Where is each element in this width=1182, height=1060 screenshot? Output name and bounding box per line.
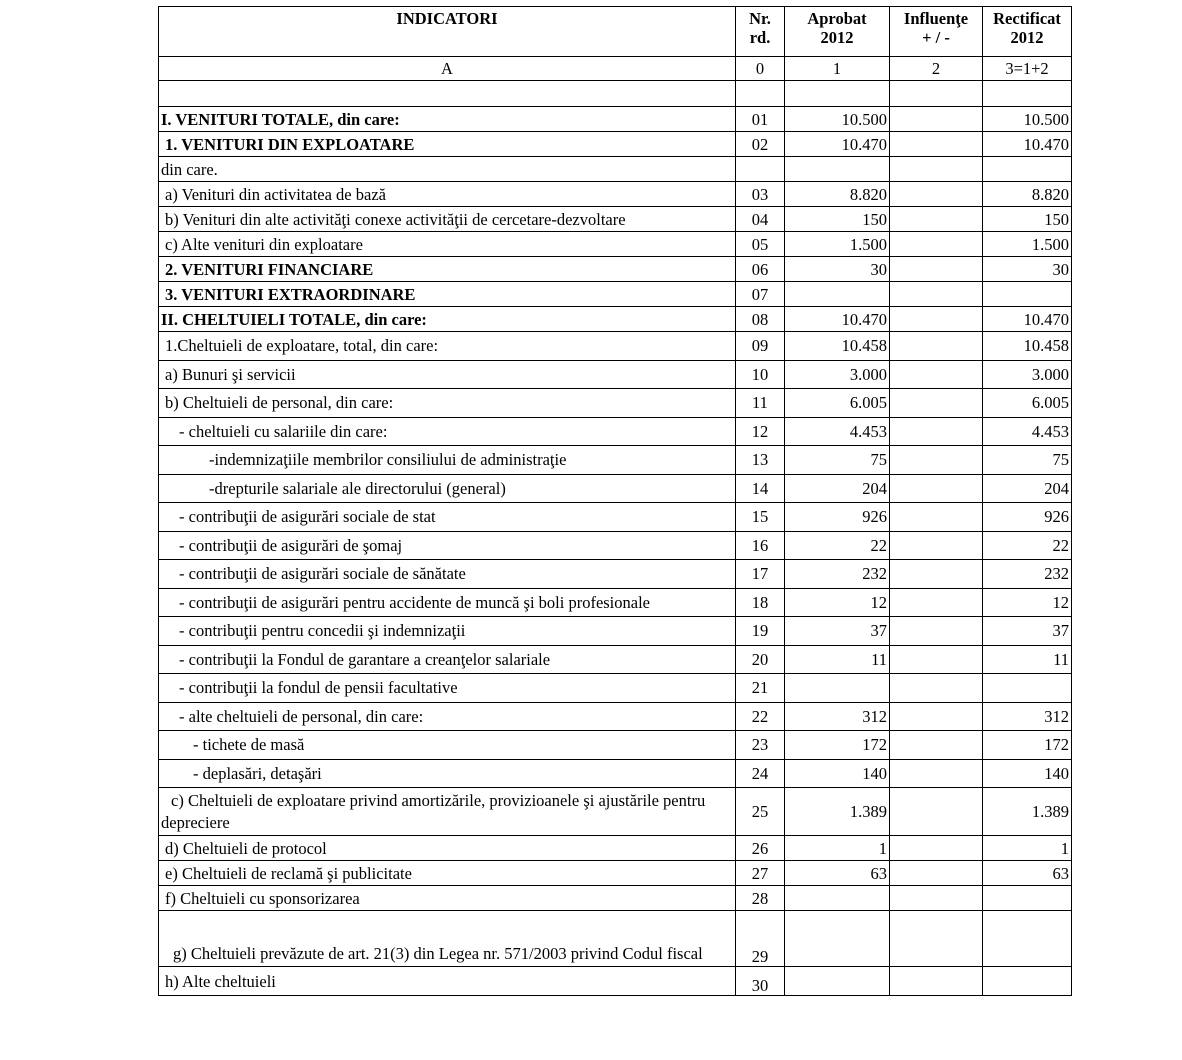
row-aprobat	[785, 81, 890, 107]
row-number: 08	[736, 307, 785, 332]
row-rectificat	[983, 157, 1072, 182]
row-aprobat: 150	[785, 207, 890, 232]
row-aprobat: 10.458	[785, 332, 890, 361]
table-row	[159, 446, 1072, 475]
header-indicatori: INDICATORI	[159, 7, 736, 57]
header-influente: Influenţe + / -	[890, 7, 983, 57]
table-row	[159, 645, 1072, 674]
row-label: - alte cheltuieli de personal, din care:	[159, 702, 736, 731]
row-number: 21	[736, 674, 785, 703]
row-aprobat: 8.820	[785, 182, 890, 207]
row-label	[159, 81, 736, 107]
row-influente	[890, 560, 983, 589]
row-aprobat: 172	[785, 731, 890, 760]
row-influente	[890, 503, 983, 532]
row-rectificat: 926	[983, 503, 1072, 532]
row-number: 02	[736, 132, 785, 157]
row-number: 29	[736, 911, 785, 967]
row-number: 23	[736, 731, 785, 760]
row-label: h) Alte cheltuieli	[159, 967, 736, 996]
row-label: a) Bunuri şi servicii	[159, 360, 736, 389]
row-rectificat: 4.453	[983, 417, 1072, 446]
row-influente	[890, 232, 983, 257]
row-influente	[890, 446, 983, 475]
row-label: - contribuţii la Fondul de garantare a creanţelor salariale	[159, 645, 736, 674]
row-label: - contribuţii de asigurări pentru accidente de muncă şi boli profesionale	[159, 588, 736, 617]
table-row	[159, 759, 1072, 788]
index-row	[159, 57, 1072, 81]
row-rectificat: 10.470	[983, 307, 1072, 332]
row-number: 09	[736, 332, 785, 361]
row-aprobat	[785, 911, 890, 967]
row-aprobat: 926	[785, 503, 890, 532]
row-influente	[890, 861, 983, 886]
table-row	[159, 617, 1072, 646]
row-rectificat: 63	[983, 861, 1072, 886]
row-label: c) Cheltuieli de exploatare privind amortizările, provizioanele şi ajustările pentru depreciere	[159, 788, 736, 836]
row-rectificat	[983, 674, 1072, 703]
row-aprobat: 140	[785, 759, 890, 788]
index-cell: 2	[890, 57, 983, 81]
row-influente	[890, 307, 983, 332]
row-label: din care.	[159, 157, 736, 182]
table-row	[159, 588, 1072, 617]
row-aprobat: 1	[785, 836, 890, 861]
table-row	[159, 107, 1072, 132]
row-number: 16	[736, 531, 785, 560]
row-rectificat: 6.005	[983, 389, 1072, 418]
row-rectificat	[983, 81, 1072, 107]
table-row	[159, 531, 1072, 560]
table-row	[159, 674, 1072, 703]
table-row	[159, 389, 1072, 418]
table-row	[159, 360, 1072, 389]
row-number: 01	[736, 107, 785, 132]
row-rectificat: 75	[983, 446, 1072, 475]
row-aprobat: 4.453	[785, 417, 890, 446]
row-aprobat: 10.470	[785, 132, 890, 157]
row-aprobat: 37	[785, 617, 890, 646]
row-influente	[890, 81, 983, 107]
row-number: 12	[736, 417, 785, 446]
row-aprobat: 232	[785, 560, 890, 589]
row-rectificat	[983, 886, 1072, 911]
row-rectificat: 1.500	[983, 232, 1072, 257]
row-influente	[890, 788, 983, 836]
row-label: - contribuţii de asigurări de şomaj	[159, 531, 736, 560]
row-number: 04	[736, 207, 785, 232]
row-aprobat	[785, 157, 890, 182]
row-rectificat: 150	[983, 207, 1072, 232]
row-aprobat: 12	[785, 588, 890, 617]
table-row	[159, 836, 1072, 861]
row-number	[736, 81, 785, 107]
header-rectificat: Rectificat 2012	[983, 7, 1072, 57]
row-label: -indemnizaţiile membrilor consiliului de administraţie	[159, 446, 736, 475]
row-influente	[890, 645, 983, 674]
row-number	[736, 157, 785, 182]
row-number: 03	[736, 182, 785, 207]
row-influente	[890, 836, 983, 861]
row-influente	[890, 674, 983, 703]
row-influente	[890, 360, 983, 389]
row-number: 19	[736, 617, 785, 646]
row-number: 27	[736, 861, 785, 886]
row-number: 18	[736, 588, 785, 617]
row-number: 24	[736, 759, 785, 788]
row-label: - tichete de masă	[159, 731, 736, 760]
row-rectificat: 204	[983, 474, 1072, 503]
budget-table	[158, 6, 1072, 996]
row-rectificat: 312	[983, 702, 1072, 731]
index-cell: 1	[785, 57, 890, 81]
row-label: 1. VENITURI DIN EXPLOATARE	[159, 132, 736, 157]
row-rectificat: 37	[983, 617, 1072, 646]
row-aprobat: 1.500	[785, 232, 890, 257]
table-row	[159, 132, 1072, 157]
row-label: 2. VENITURI FINANCIARE	[159, 257, 736, 282]
row-label: c) Alte venituri din exploatare	[159, 232, 736, 257]
row-number: 10	[736, 360, 785, 389]
table-row	[159, 81, 1072, 107]
table-row	[159, 861, 1072, 886]
row-influente	[890, 182, 983, 207]
table-body	[159, 7, 1072, 996]
row-label: a) Venituri din activitatea de bază	[159, 182, 736, 207]
header-nr: Nr. rd.	[736, 7, 785, 57]
row-label: 3. VENITURI EXTRAORDINARE	[159, 282, 736, 307]
row-label: g) Cheltuieli prevăzute de art. 21(3) din Legea nr. 571/2003 privind Codul fiscal	[159, 911, 736, 967]
row-number: 20	[736, 645, 785, 674]
row-rectificat: 11	[983, 645, 1072, 674]
row-number: 25	[736, 788, 785, 836]
row-influente	[890, 531, 983, 560]
row-label: - contribuţii la fondul de pensii facultative	[159, 674, 736, 703]
row-influente	[890, 132, 983, 157]
row-label: e) Cheltuieli de reclamă şi publicitate	[159, 861, 736, 886]
table-row	[159, 232, 1072, 257]
row-label: b) Cheltuieli de personal, din care:	[159, 389, 736, 418]
row-rectificat: 10.470	[983, 132, 1072, 157]
row-influente	[890, 474, 983, 503]
row-number: 15	[736, 503, 785, 532]
row-label: - contribuţii de asigurări sociale de sănătate	[159, 560, 736, 589]
table-row	[159, 282, 1072, 307]
row-number: 13	[736, 446, 785, 475]
table-row	[159, 474, 1072, 503]
row-influente	[890, 257, 983, 282]
table-row	[159, 332, 1072, 361]
row-aprobat: 63	[785, 861, 890, 886]
row-number: 26	[736, 836, 785, 861]
index-cell: 0	[736, 57, 785, 81]
row-label: - contribuţii pentru concedii şi indemnizaţii	[159, 617, 736, 646]
index-cell: 3=1+2	[983, 57, 1072, 81]
row-aprobat: 11	[785, 645, 890, 674]
row-label: b) Venituri din alte activităţi conexe activităţii de cercetare-dezvoltare	[159, 207, 736, 232]
row-rectificat	[983, 911, 1072, 967]
row-aprobat: 10.470	[785, 307, 890, 332]
index-cell: A	[159, 57, 736, 81]
row-rectificat: 232	[983, 560, 1072, 589]
row-aprobat: 22	[785, 531, 890, 560]
row-number: 07	[736, 282, 785, 307]
row-influente	[890, 759, 983, 788]
row-aprobat: 1.389	[785, 788, 890, 836]
row-aprobat: 204	[785, 474, 890, 503]
table-row	[159, 911, 1072, 967]
row-rectificat: 8.820	[983, 182, 1072, 207]
row-rectificat: 140	[983, 759, 1072, 788]
row-influente	[890, 617, 983, 646]
table-row	[159, 503, 1072, 532]
row-influente	[890, 702, 983, 731]
row-influente	[890, 282, 983, 307]
row-label: -drepturile salariale ale directorului (general)	[159, 474, 736, 503]
table-row	[159, 731, 1072, 760]
row-rectificat: 12	[983, 588, 1072, 617]
row-influente	[890, 886, 983, 911]
row-number: 30	[736, 967, 785, 996]
row-aprobat	[785, 674, 890, 703]
row-label: I. VENITURI TOTALE, din care:	[159, 107, 736, 132]
row-aprobat: 3.000	[785, 360, 890, 389]
row-influente	[890, 731, 983, 760]
row-aprobat: 75	[785, 446, 890, 475]
row-influente	[890, 911, 983, 967]
table-row	[159, 886, 1072, 911]
row-label: II. CHELTUIELI TOTALE, din care:	[159, 307, 736, 332]
row-number: 17	[736, 560, 785, 589]
row-number: 14	[736, 474, 785, 503]
row-influente	[890, 332, 983, 361]
table-row	[159, 307, 1072, 332]
table-row	[159, 157, 1072, 182]
table-row	[159, 207, 1072, 232]
row-rectificat: 10.458	[983, 332, 1072, 361]
row-rectificat	[983, 967, 1072, 996]
row-rectificat	[983, 282, 1072, 307]
row-number: 28	[736, 886, 785, 911]
row-influente	[890, 389, 983, 418]
table-row	[159, 257, 1072, 282]
table-row	[159, 788, 1072, 836]
table-row	[159, 702, 1072, 731]
table-row	[159, 182, 1072, 207]
row-influente	[890, 967, 983, 996]
row-rectificat: 3.000	[983, 360, 1072, 389]
row-rectificat: 1	[983, 836, 1072, 861]
row-label: - cheltuieli cu salariile din care:	[159, 417, 736, 446]
row-influente	[890, 417, 983, 446]
row-aprobat: 10.500	[785, 107, 890, 132]
row-influente	[890, 588, 983, 617]
row-aprobat	[785, 967, 890, 996]
row-rectificat: 1.389	[983, 788, 1072, 836]
row-influente	[890, 207, 983, 232]
row-influente	[890, 157, 983, 182]
row-label: - deplasări, detaşări	[159, 759, 736, 788]
row-influente	[890, 107, 983, 132]
table-row	[159, 967, 1072, 996]
header-aprobat: Aprobat 2012	[785, 7, 890, 57]
row-label: f) Cheltuieli cu sponsorizarea	[159, 886, 736, 911]
budget-sheet	[158, 6, 1069, 996]
header-row	[159, 7, 1072, 57]
row-rectificat: 30	[983, 257, 1072, 282]
row-number: 05	[736, 232, 785, 257]
row-rectificat: 10.500	[983, 107, 1072, 132]
table-row	[159, 560, 1072, 589]
row-aprobat: 312	[785, 702, 890, 731]
row-number: 22	[736, 702, 785, 731]
row-aprobat: 6.005	[785, 389, 890, 418]
row-rectificat: 22	[983, 531, 1072, 560]
row-label: d) Cheltuieli de protocol	[159, 836, 736, 861]
row-aprobat	[785, 282, 890, 307]
row-label: - contribuţii de asigurări sociale de stat	[159, 503, 736, 532]
row-rectificat: 172	[983, 731, 1072, 760]
row-aprobat: 30	[785, 257, 890, 282]
table-row	[159, 417, 1072, 446]
row-number: 06	[736, 257, 785, 282]
row-label: 1.Cheltuieli de exploatare, total, din care:	[159, 332, 736, 361]
row-aprobat	[785, 886, 890, 911]
row-number: 11	[736, 389, 785, 418]
